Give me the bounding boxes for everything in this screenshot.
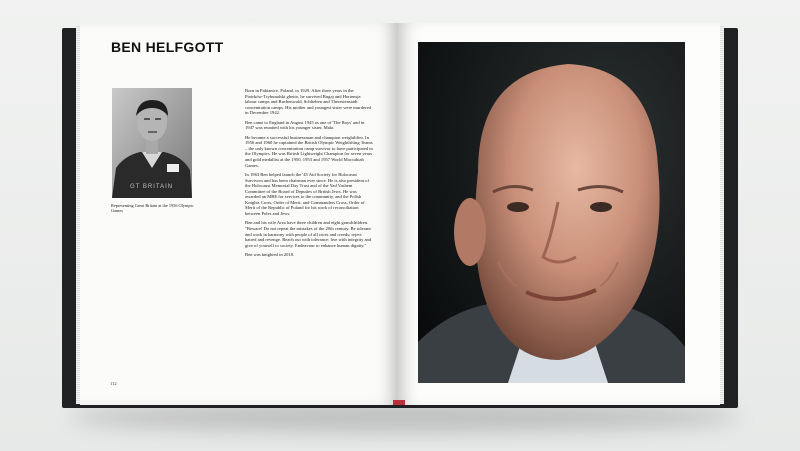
paragraph: Ben was knighted in 2018. bbox=[245, 252, 295, 258]
archival-photo bbox=[112, 88, 192, 198]
portrait-photo bbox=[418, 42, 685, 383]
paragraph: In 1963 Ben helped launch the '45 Aid Society for Holocaust Survivors and has been chairman ever since. He is also president of the Holocaust Memorial Day Trust and of the Yad Vashem Committee of the Board of Deputies of British Jews. He was awarded an MBE for services to the community, and the Polish Knights Cross, Order of Merit, and Commanders Cross, Order of Merit of the Republic of Poland for his work of reconciliation between Poles and Jews. bbox=[245, 172, 369, 216]
photo-caption: Representing Great Britain at the 1956 Olympic Games bbox=[111, 203, 194, 214]
page-number: 112 bbox=[110, 381, 117, 386]
paragraph: Born in Pabianice, Poland, in 1929. After three years in the Piotrków-Trybunalski ghetto, he survived Bugaj and Hortensja labour camps and Buchenwald, Schlieben and Theresienstadt concentration camps. His mother and youngest sister were murdered in December 1942. bbox=[245, 88, 371, 116]
paragraph: Ben and his wife Arza have three children and eight grandchildren. "Beware! Do not repeat the mistakes of the 20th century. Be tolerant and work in harmony with people of all races and creeds; reject hatred and revenge. Reach out with tolerance: live with integrity and give of yourself to society. Endeavour to enhance human dignity." bbox=[245, 220, 372, 248]
svg-text:GT BRITAIN: GT BRITAIN bbox=[130, 184, 174, 190]
paragraph: He became a successful businessman and champion weightlifter. In 1956 and 1960 he captained the British Olympic Weightlifting Teams – the only known concentration camp survivor to have participated in the Olympics. He was British Lightweight Champion for seven years and gold medallist at the 1950, 1953 and 1957 World Maccabiah Games. bbox=[245, 134, 373, 168]
biography-text bbox=[245, 88, 373, 262]
page-title: BEN HELFGOTT bbox=[111, 39, 224, 55]
paragraph: Ben came to England in August 1945 as one of 'The Boys' and in 1947 was reunited with his younger sister, Mala. bbox=[245, 119, 365, 131]
bookmark-ribbon bbox=[393, 400, 405, 405]
